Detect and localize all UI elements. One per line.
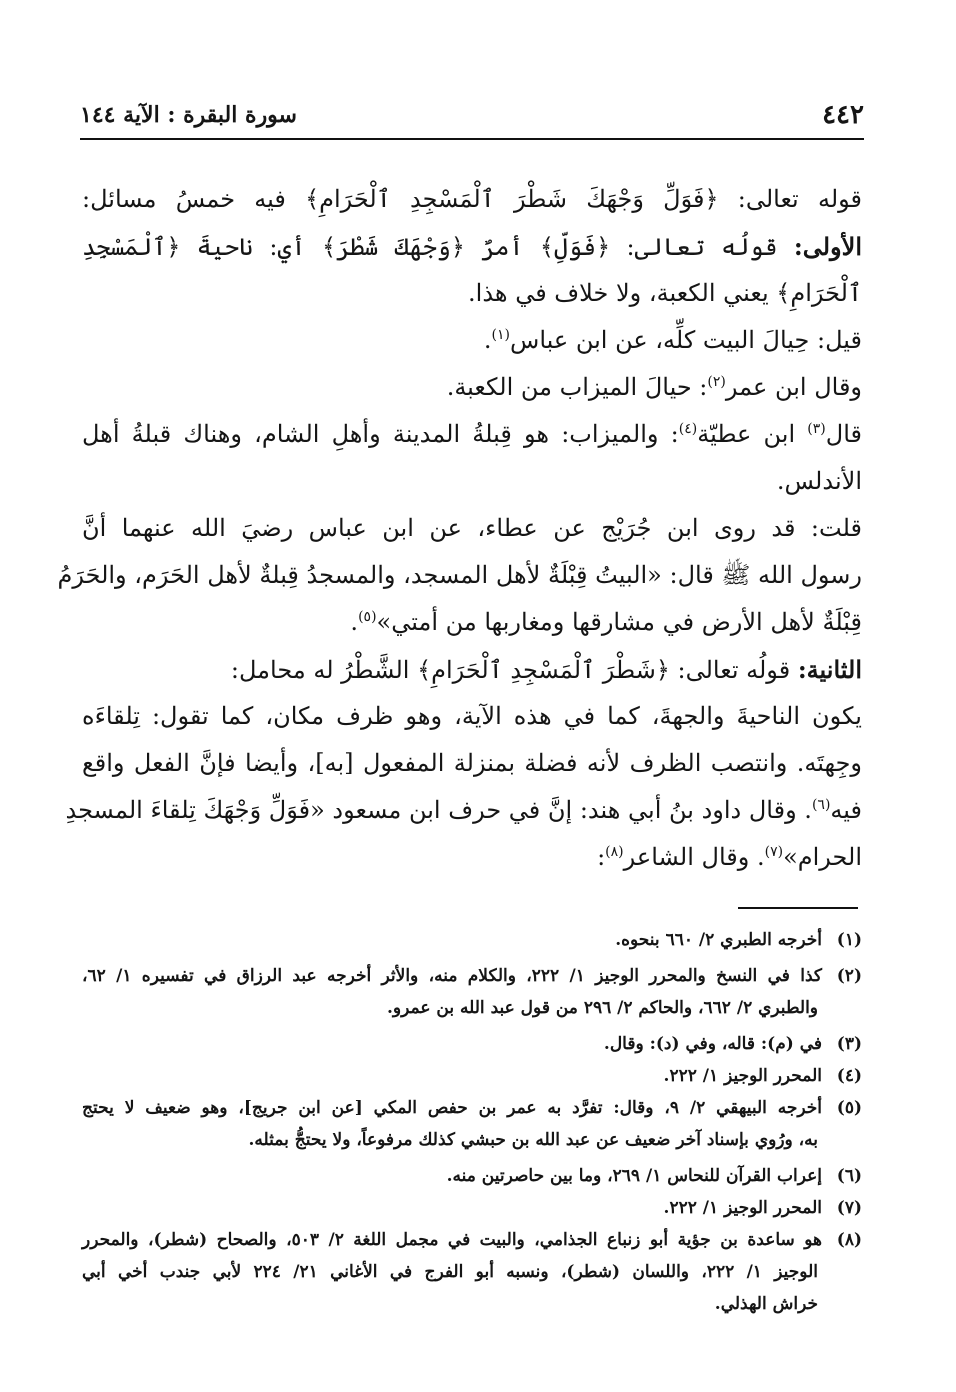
surah-title: سورة البقرة : الآية ١٤٤ (80, 102, 297, 128)
text-line: الحرام»$^{(٧)}$. وقال الشاعر$^{(٨)}$: (597, 843, 862, 871)
footnote-number: (٦) (836, 1166, 862, 1186)
footnote: (١)أخرجه الطبري ٢/ ٦٦٠ بنحوه. (82, 924, 862, 956)
footnote: (٧)المحرر الوجيز ١/ ٢٢٢. (82, 1192, 862, 1224)
footnote-continuation: والطبري ٢/ ٦٦٢، والحاكم ٢/ ٢٩٦ من قول عبد الله بن عمرو. (387, 998, 818, 1018)
footnote-continuation: خراش الهذلي. (714, 1294, 818, 1314)
footnote: (٥)أخرجه البيهقي ٢/ ٩، وقال: تفرَّد به عمر بن حفص المكي [عن ابن جريج]، وهو ضعيف لا يحتج (82, 1092, 862, 1124)
footnote-number: (٧) (836, 1198, 862, 1218)
text-line: قيل: حِيالَ البيت كلِّه، عن ابن عباس$^{(١)}$. (483, 326, 862, 354)
text-line: الثانية: قولُه تعالى: ﴿شَطْرَ ٱلْمَسْجِدِ ٱلْحَرَامِ﴾ الشَّطْرُ له محامل: (230, 655, 862, 684)
text-line: رسول الله ﷺ قال: «البيتُ قِبْلَةٌ لأهل المسجد، والمسجدُ قِبلةٌ لأهل الحَرَم، والحَرَمُ (57, 561, 862, 589)
text-line: وجِهتَه. وانتصب الظرف لأنه فضلة بمنزلة المفعول [به]، وأيضا فإنَّ الفعل واقع (82, 749, 862, 777)
text-line: قِبْلَةٌ لأهل الأرض في مشارقها ومغاربها من أمتي»$^{(٥)}$. (350, 608, 862, 636)
footnote: (٦)إعراب القرآن للنحاس ١/ ٢٦٩، وما بين حاصرتين منه. (82, 1160, 862, 1192)
text-line: الأولى: قولُه تعالى: ﴿فَوَلِّ﴾ أمرٌ ﴿وَجْهَكَ شَطْرَ﴾ أي: ناحيةَ ﴿ٱلْمَسْجِدِ (82, 232, 862, 261)
running-header (80, 94, 864, 140)
footnote-ref: (٧) (764, 844, 784, 860)
footnote-number: (٤) (836, 1066, 862, 1086)
text-line: قال$^{(٣)}$ ابن عطيّة$^{(٤)}$: والميزاب: هو قِبلةُ المدينة وأهلِ الشام، وهناك قبلةُ أهل (82, 420, 862, 448)
footnote-ref: (٤) (678, 421, 698, 437)
footnote-continuation: به، ورُوي بإسناد آخر ضعيف عن عبد الله بن حبشي كذلك مرفوعاً، ولا يحتجُّ بمثله. (248, 1130, 818, 1150)
text-line: فيه$^{(٦)}$. وقال داود بنُ أبي هند: إنَّ في حرف ابن مسعود «فَوَلِّ وَجْهَكَ تِلقاءَ المسجدِ (65, 796, 862, 824)
text-line: ٱلْحَرَامِ﴾ يعني الكعبة، ولا خلاف في هذا. (468, 279, 862, 307)
footnote-ref: (٣) (807, 421, 826, 437)
text-line: الأندلس. (776, 467, 862, 495)
footnote-continuation: الوجيز ١/ ٢٢٢، واللسان (شطر)، ونسبه أبو الفرج في الأغاني ٢١/ ٢٢٤ لأبي جندب أخي أبي (82, 1262, 818, 1282)
page-number: ٤٤٢ (822, 100, 864, 130)
footnote-number: (٢) (836, 966, 862, 986)
footnote: (٨)هو ساعدة بن جؤية أبو زنباع الجذامي، والبيت في مجمل اللغة ٢/ ٥٠٣، والصحاح (شطر)، والمحرر (82, 1224, 862, 1256)
footnote-ref: (٢) (707, 374, 726, 390)
footnote-ref: (٨) (605, 844, 624, 860)
footnote-ref: (٥) (358, 609, 377, 625)
main-text (57, 176, 862, 881)
footnote-number: (٥) (836, 1098, 862, 1118)
section-heading: الأولى: (793, 232, 862, 261)
text-line: وقال ابن عمر$^{(٢)}$: حيالَ الميزاب من الكعبة. (446, 373, 862, 401)
text-line: قوله تعالى: ﴿فَوَلِّ وَجْهَكَ شَطْرَ ٱلْمَسْجِدِ ٱلْحَرَامِ﴾ فيه خمسُ مسائل: (82, 185, 862, 213)
footnote-number: (٣) (836, 1034, 862, 1054)
footnote-number: (١) (836, 930, 862, 950)
footnote: (٣)في (م): قاله، وفي (د): وقال. (82, 1028, 862, 1060)
footnote: (٤)المحرر الوجيز ١/ ٢٢٢. (82, 1060, 862, 1092)
footnote-number: (٨) (836, 1230, 863, 1250)
text-line: قلت: قد روى ابن جُرَيْج عن عطاء، عن ابن عباس رضيَ الله عنهما أنَّ (82, 514, 862, 542)
footnote-ref: (٦) (811, 797, 831, 813)
text-line: يكون الناحيةَ والجهةَ، كما في هذه الآية، وهو ظرف مكان، كما تقول: تِلقاءَه (82, 702, 862, 730)
section-heading: الثانية: (797, 655, 862, 684)
footnote: (٢)كذا في النسخ والمحرر الوجيز ١/ ٢٢٢، والكلام منه، والأثر أخرجه عبد الرزاق في تفسيره ١/ ٦٢، (82, 960, 862, 992)
footnote-divider (738, 907, 858, 909)
footnote-ref: (١) (491, 327, 511, 343)
footnotes (82, 924, 862, 1320)
